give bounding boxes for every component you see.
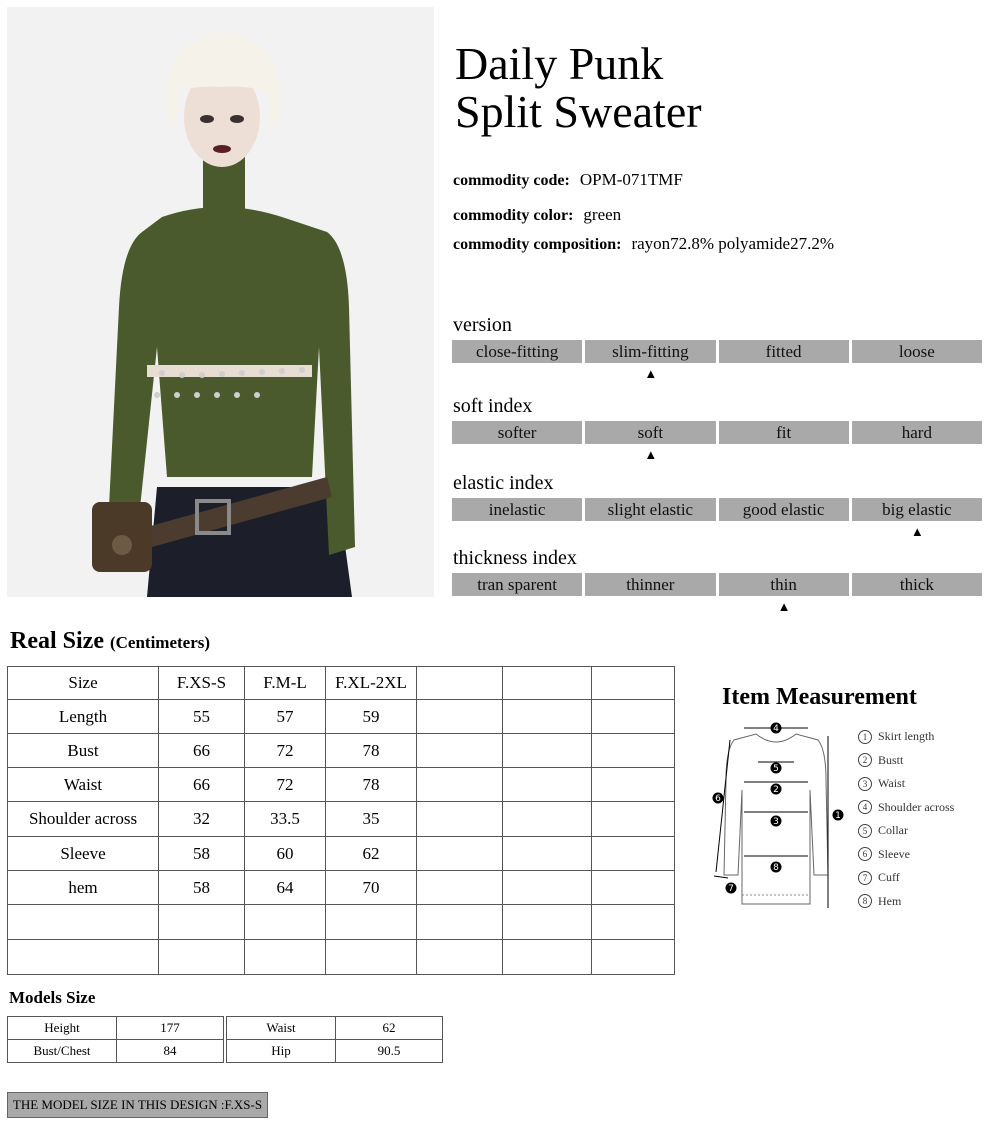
- table-cell: 84: [117, 1040, 224, 1063]
- svg-text:1: 1: [835, 811, 841, 821]
- table-row: [8, 734, 675, 768]
- table-cell: [417, 837, 503, 871]
- table-cell: [503, 667, 592, 700]
- table-cell: 33.5: [245, 802, 326, 837]
- table-cell: [503, 940, 592, 975]
- legend-number: 4: [858, 800, 872, 814]
- table-cell: 32: [159, 802, 245, 837]
- table-cell: Bust/Chest: [8, 1040, 117, 1063]
- real-size-label: Real Size: [10, 628, 104, 654]
- table-cell: [417, 940, 503, 975]
- table-cell: [503, 837, 592, 871]
- table-cell: 55: [159, 700, 245, 734]
- index-option: fitted: [719, 340, 849, 363]
- table-cell: [503, 802, 592, 837]
- size-table-header: [8, 667, 675, 700]
- table-cell: 60: [245, 837, 326, 871]
- product-photo: [7, 7, 434, 597]
- svg-text:2: 2: [773, 785, 779, 795]
- table-cell: [592, 700, 675, 734]
- commodity-color: [453, 205, 621, 225]
- models-table-right: [226, 1016, 443, 1063]
- table-cell: [8, 905, 159, 940]
- table-cell: [326, 940, 417, 975]
- table-row: [8, 871, 675, 905]
- table-cell: [592, 768, 675, 802]
- index-option: slim-fitting: [585, 340, 715, 363]
- table-cell: [417, 734, 503, 768]
- table-cell: 70: [326, 871, 417, 905]
- table-cell: 90.5: [336, 1040, 443, 1063]
- table-cell: 177: [117, 1017, 224, 1040]
- measurement-legend: [858, 725, 954, 913]
- table-cell: F.XL-2XL: [326, 667, 417, 700]
- legend-number: 7: [858, 871, 872, 885]
- table-row: [8, 905, 675, 940]
- legend-number: 3: [858, 777, 872, 791]
- index-option: thinner: [585, 573, 715, 596]
- product-title: [455, 40, 702, 136]
- table-row: [8, 1017, 224, 1040]
- table-cell: [417, 700, 503, 734]
- table-cell: [417, 905, 503, 940]
- table-cell: [592, 871, 675, 905]
- index-label: thickness index: [453, 547, 577, 569]
- table-cell: [245, 905, 326, 940]
- table-cell: Shoulder across: [8, 802, 159, 837]
- table-cell: 58: [159, 871, 245, 905]
- measurement-diagram: [706, 720, 846, 925]
- commodity-code: [453, 170, 683, 190]
- color-value: green: [583, 205, 622, 224]
- legend-item: [858, 890, 954, 914]
- index-scale: [452, 573, 982, 596]
- table-cell: 58: [159, 837, 245, 871]
- commodity-composition: [453, 234, 834, 254]
- index-option: fit: [719, 421, 849, 444]
- index-option: tran sparent: [452, 573, 582, 596]
- table-cell: F.XS-S: [159, 667, 245, 700]
- table-row: [8, 802, 675, 837]
- table-cell: F.M-L: [245, 667, 326, 700]
- table-row: [8, 768, 675, 802]
- models-table-left: [7, 1016, 224, 1063]
- index-option: hard: [852, 421, 982, 444]
- legend-item: [858, 866, 954, 890]
- table-cell: 62: [336, 1017, 443, 1040]
- table-cell: [503, 700, 592, 734]
- table-cell: 72: [245, 768, 326, 802]
- index-option: close-fitting: [452, 340, 582, 363]
- index-scale: [452, 340, 982, 363]
- code-label: commodity code:: [453, 172, 570, 189]
- table-cell: 62: [326, 837, 417, 871]
- legend-item: [858, 772, 954, 796]
- table-cell: Size: [8, 667, 159, 700]
- index-option: good elastic: [719, 498, 849, 521]
- table-cell: 78: [326, 768, 417, 802]
- table-cell: [592, 734, 675, 768]
- table-cell: 35: [326, 802, 417, 837]
- table-row: [227, 1040, 443, 1063]
- selected-marker-icon: ▲: [910, 524, 924, 539]
- model-size-note: THE MODEL SIZE IN THIS DESIGN :F.XS-S: [7, 1092, 268, 1118]
- index-scale: [452, 421, 982, 444]
- legend-number: 5: [858, 824, 872, 838]
- table-cell: [592, 802, 675, 837]
- index-option: thick: [852, 573, 982, 596]
- legend-label: Skirt length: [878, 729, 935, 744]
- table-cell: [8, 940, 159, 975]
- index-option: soft: [585, 421, 715, 444]
- legend-label: Bustt: [878, 752, 904, 767]
- code-value: OPM-071TMF: [579, 170, 683, 189]
- index-option: softer: [452, 421, 582, 444]
- table-cell: Height: [8, 1017, 117, 1040]
- table-cell: [417, 768, 503, 802]
- table-cell: Hip: [227, 1040, 336, 1063]
- legend-item: [858, 843, 954, 867]
- composition-label: commodity composition:: [453, 236, 622, 253]
- composition-value: rayon72.8% polyamide27.2%: [631, 234, 834, 253]
- table-cell: [503, 905, 592, 940]
- table-cell: 59: [326, 700, 417, 734]
- real-size-title: [10, 628, 210, 655]
- table-cell: 72: [245, 734, 326, 768]
- legend-item: [858, 749, 954, 773]
- legend-number: 8: [858, 894, 872, 908]
- index-option: slight elastic: [585, 498, 715, 521]
- table-cell: [245, 940, 326, 975]
- table-cell: [503, 734, 592, 768]
- legend-item: [858, 796, 954, 820]
- size-table: [7, 666, 675, 975]
- index-scale: [452, 498, 982, 521]
- index-option: loose: [852, 340, 982, 363]
- table-cell: hem: [8, 871, 159, 905]
- legend-item: [858, 819, 954, 843]
- svg-text:8: 8: [773, 863, 779, 873]
- table-row: [8, 837, 675, 871]
- table-cell: 57: [245, 700, 326, 734]
- index-label: soft index: [453, 395, 533, 417]
- legend-label: Cuff: [878, 870, 900, 885]
- table-cell: Length: [8, 700, 159, 734]
- table-cell: [592, 905, 675, 940]
- selected-marker-icon: ▲: [644, 447, 658, 462]
- table-cell: [592, 667, 675, 700]
- legend-number: 6: [858, 847, 872, 861]
- table-cell: Waist: [8, 768, 159, 802]
- table-cell: 78: [326, 734, 417, 768]
- table-cell: [417, 871, 503, 905]
- table-row: [8, 940, 675, 975]
- selected-marker-icon: ▲: [644, 366, 658, 381]
- legend-number: 2: [858, 753, 872, 767]
- svg-text:3: 3: [773, 817, 779, 827]
- selected-marker-icon: ▲: [777, 599, 791, 614]
- index-label: elastic index: [453, 472, 554, 494]
- table-cell: [326, 905, 417, 940]
- table-cell: 66: [159, 768, 245, 802]
- table-row: [227, 1017, 443, 1040]
- title-line-1: Daily Punk: [455, 38, 664, 89]
- table-cell: Bust: [8, 734, 159, 768]
- table-cell: [592, 837, 675, 871]
- index-option: thin: [719, 573, 849, 596]
- table-cell: Sleeve: [8, 837, 159, 871]
- item-measurement-title: Item Measurement: [722, 684, 917, 710]
- table-cell: 64: [245, 871, 326, 905]
- models-size-title: Models Size: [9, 988, 96, 1007]
- table-cell: [592, 940, 675, 975]
- legend-label: Waist: [878, 776, 906, 791]
- legend-label: Shoulder across: [878, 799, 955, 814]
- table-row: [8, 1040, 224, 1063]
- svg-text:4: 4: [773, 724, 779, 734]
- table-cell: [417, 802, 503, 837]
- color-label: commodity color:: [453, 207, 574, 224]
- index-option: big elastic: [852, 498, 982, 521]
- table-cell: Waist: [227, 1017, 336, 1040]
- legend-label: Collar: [878, 823, 908, 838]
- table-cell: [159, 940, 245, 975]
- table-row: [8, 700, 675, 734]
- table-cell: [159, 905, 245, 940]
- index-label: version: [453, 314, 512, 336]
- table-cell: [417, 667, 503, 700]
- svg-text:5: 5: [773, 764, 779, 774]
- legend-label: Hem: [878, 893, 902, 908]
- real-size-unit: (Centimeters): [109, 633, 211, 652]
- svg-text:7: 7: [728, 884, 734, 894]
- legend-number: 1: [858, 730, 872, 744]
- table-cell: [503, 768, 592, 802]
- table-cell: 66: [159, 734, 245, 768]
- title-line-2: Split Sweater: [455, 86, 702, 137]
- svg-text:6: 6: [715, 794, 721, 804]
- legend-item: [858, 725, 954, 749]
- table-cell: [503, 871, 592, 905]
- index-option: inelastic: [452, 498, 582, 521]
- legend-label: Sleeve: [878, 846, 910, 861]
